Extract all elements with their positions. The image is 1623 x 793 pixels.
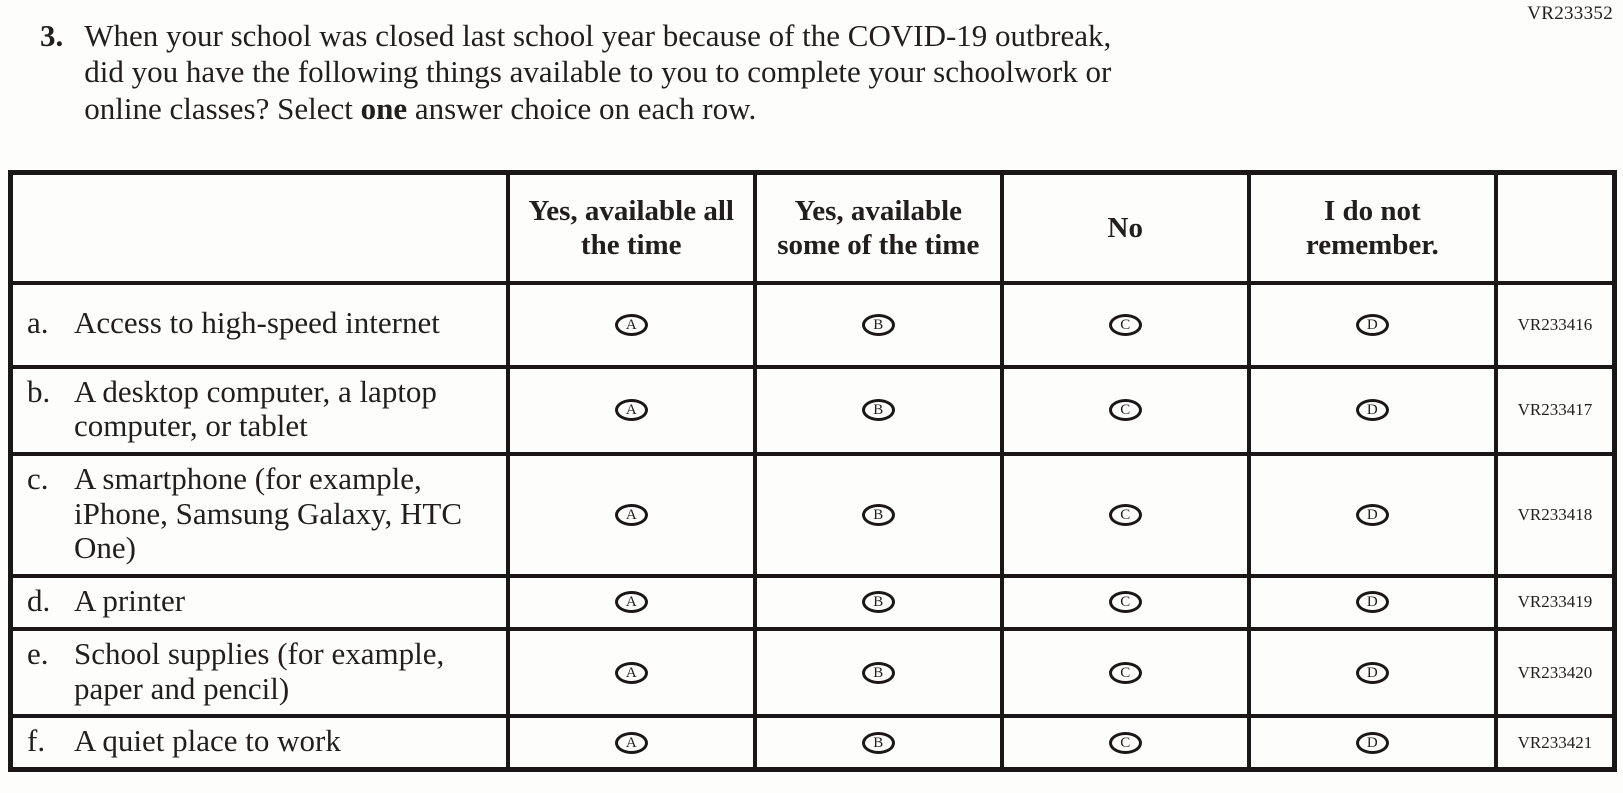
question-line-2: did you have the following things available to you to complete your schoolwork or [84,54,1112,90]
option-cell-b [755,716,1002,769]
table-header-row [11,173,1615,283]
answer-bubble-b[interactable]: B [862,732,895,754]
answer-bubble-a[interactable]: A [615,591,648,613]
option-cell-b [755,367,1002,454]
row-label: School supplies (for example, paper and pencil) [74,635,445,706]
answer-bubble-d[interactable]: D [1356,662,1389,684]
answer-bubble-c[interactable]: C [1109,662,1142,684]
item-cell [11,716,508,769]
option-cell-a [508,454,755,576]
table-row [11,629,1615,716]
table-row [11,283,1615,367]
row-code: VR233419 [1496,576,1615,629]
row-label: A desktop computer, a laptop computer, or tablet [74,373,437,444]
option-cell-a [508,283,755,367]
answer-bubble-d[interactable]: D [1356,591,1389,613]
answer-bubble-d[interactable]: D [1356,732,1389,754]
option-cell-b [755,283,1002,367]
table-row [11,367,1615,454]
row-label: A printer [74,583,186,619]
question-block [40,18,1111,127]
option-cell-d [1249,367,1496,454]
table-row [11,454,1615,576]
question-line-3: online classes? Select one answer choice on each row. [84,90,757,126]
option-cell-c [1002,283,1249,367]
answer-bubble-a[interactable]: A [615,662,648,684]
header-yes-all-the-time: Yes, available all the time [508,173,755,283]
header-i-do-not-remember: I do not remember. [1249,173,1496,283]
answer-bubble-b[interactable]: B [862,504,895,526]
item-cell [11,576,508,629]
header-yes-some-of-the-time: Yes, available some of the time [755,173,1002,283]
option-cell-c [1002,367,1249,454]
answer-bubble-a[interactable]: A [615,504,648,526]
answer-bubble-a[interactable]: A [615,314,648,336]
header-no: No [1002,173,1249,283]
option-cell-a [508,629,755,716]
option-cell-c [1002,629,1249,716]
emphasis-one: one [360,90,408,126]
question-line-1: When your school was closed last school year because of the COVID-19 outbreak, [84,18,1112,53]
option-cell-a [508,367,755,454]
row-code: VR233420 [1496,629,1615,716]
answer-bubble-c[interactable]: C [1109,399,1142,421]
answer-bubble-d[interactable]: D [1356,504,1389,526]
item-cell [11,454,508,576]
option-cell-b [755,454,1002,576]
form-code-top-right: VR233352 [1527,3,1613,24]
row-letter: e. [27,635,49,671]
row-label: Access to high-speed internet [74,305,440,341]
row-label: A quiet place to work [74,723,341,759]
answer-bubble-c[interactable]: C [1109,732,1142,754]
answer-bubble-d[interactable]: D [1356,399,1389,421]
answer-bubble-a[interactable]: A [615,399,648,421]
answer-bubble-c[interactable]: C [1109,591,1142,613]
option-cell-a [508,716,755,769]
table-row [11,576,1615,629]
option-cell-b [755,629,1002,716]
answer-bubble-d[interactable]: D [1356,314,1389,336]
row-label: A smartphone (for example, iPhone, Samsung Galaxy, HTC One) [74,460,463,566]
option-cell-b [755,576,1002,629]
row-code: VR233416 [1496,283,1615,367]
row-code: VR233417 [1496,367,1615,454]
table-row [11,716,1615,769]
option-cell-c [1002,716,1249,769]
answer-bubble-c[interactable]: C [1109,504,1142,526]
item-cell [11,367,508,454]
survey-table-body [11,283,1615,770]
answer-bubble-a[interactable]: A [615,732,648,754]
header-code-column [1496,173,1615,283]
answer-bubble-b[interactable]: B [862,399,895,421]
row-letter: a. [27,305,49,341]
option-cell-c [1002,454,1249,576]
answer-bubble-b[interactable]: B [862,314,895,336]
row-code: VR233418 [1496,454,1615,576]
row-code: VR233421 [1496,716,1615,769]
row-letter: c. [27,460,49,496]
item-cell [11,283,508,367]
answer-bubble-c[interactable]: C [1109,314,1142,336]
row-letter: f. [27,723,46,759]
answer-bubble-b[interactable]: B [862,662,895,684]
item-cell [11,629,508,716]
option-cell-c [1002,576,1249,629]
option-cell-a [508,576,755,629]
option-cell-d [1249,716,1496,769]
option-cell-d [1249,454,1496,576]
answer-bubble-b[interactable]: B [862,591,895,613]
option-cell-d [1249,283,1496,367]
option-cell-d [1249,629,1496,716]
question-text [84,18,1111,127]
availability-matrix-table [8,170,1617,772]
row-letter: b. [27,373,51,409]
question-number: 3. [40,18,64,53]
header-item-column [11,173,508,283]
option-cell-d [1249,576,1496,629]
row-letter: d. [27,583,51,619]
